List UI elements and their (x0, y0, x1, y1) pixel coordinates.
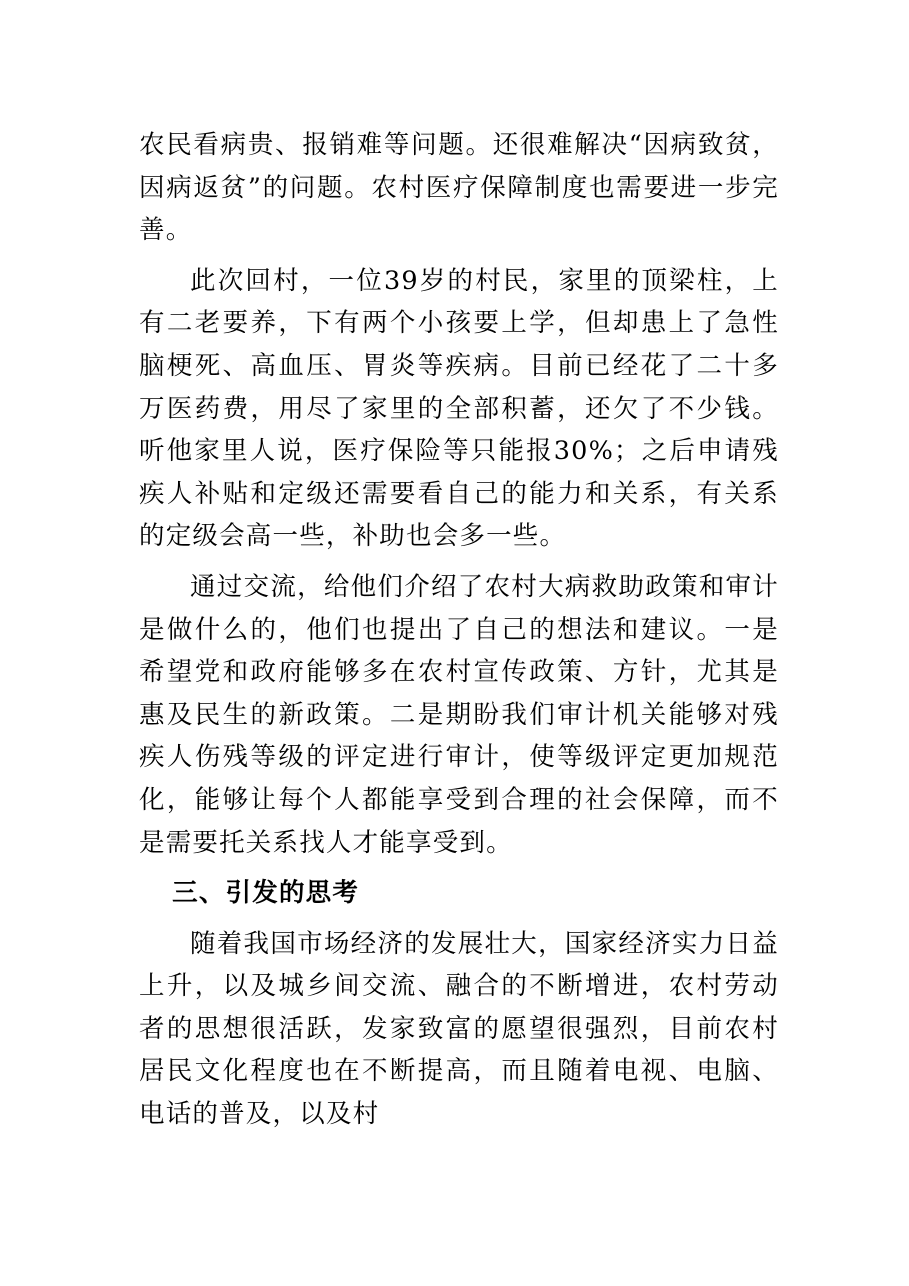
section-heading: 三、引发的思考 (172, 878, 360, 909)
document-body (139, 124, 779, 1136)
paragraph-exchange-suggestions: 通过交流，给他们介绍了农村大病救助政策和审计是做什么的，他们也提出了自己的想法和建议。一是希望党和政府能够多在农村宣传政策、方针，尤其是惠及民生的新政策。二是期盼我们审计机关能够对残疾人伤残等级的评定进行审计，使等级评定更加规范化，能够让每个人都能享受到合理的社会保障，而不是需要托关系找人才能享受到。 (139, 571, 779, 858)
paragraph-continuation: 农民看病贵、报销难等问题。还很难解决“因病致贫，因病返贫”的问题。农村医疗保障制度也需要进一步完善。 (139, 130, 779, 246)
paragraph-villager-case: 此次回村，一位39岁的村民，家里的顶梁柱，上有二老要养，下有两个小孩要上学，但却患上了急性脑梗死、高血压、胃炎等疾病。目前已经花了二十多万医药费，用尽了家里的全部积蓄，还欠了不少钱。听他家里人说，医疗保险等只能报30%；之后申请残疾人补贴和定级还需要看自己的能力和关系，有关系的定级会高一些，补助也会多一些。 (139, 265, 779, 552)
paragraph-section-body: 随着我国市场经济的发展壮大，国家经济实力日益上升，以及城乡间交流、融合的不断增进，农村劳动者的思想很活跃，发家致富的愿望很强烈，目前农村居民文化程度也在不断提高，而且随着电视、电脑、电话的普及，以及村 (139, 928, 779, 1130)
